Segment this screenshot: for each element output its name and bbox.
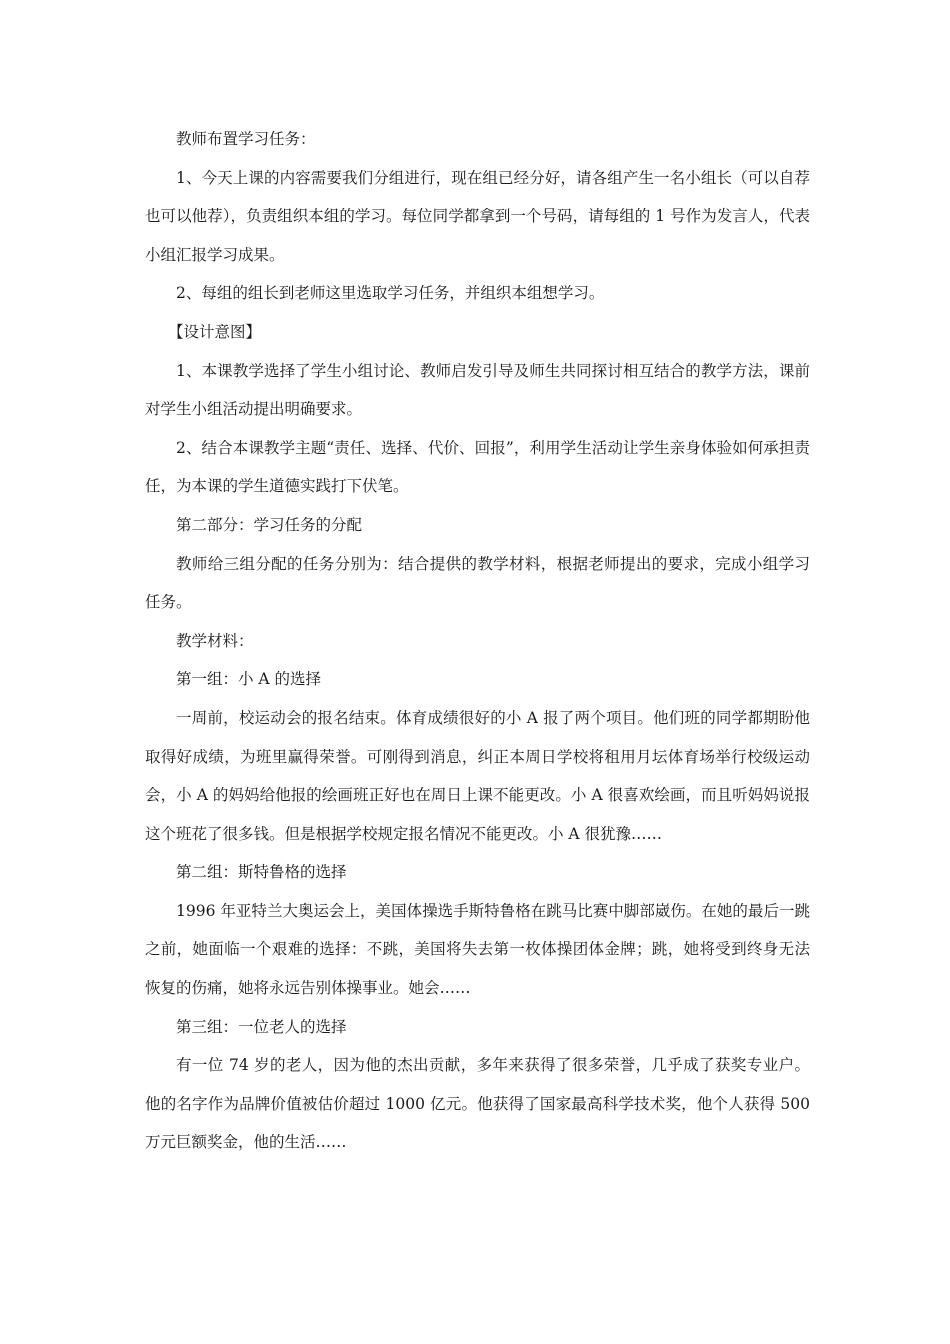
paragraph-task-1: 1、今天上课的内容需要我们分组进行，现在组已经分好，请各组产生一名小组长（可以自荐也可以他荐），负责组织本组的学习。每位同学都拿到一个号码，请每组的 1 号作为发言人，代表小组汇报学习成果。 (145, 168, 810, 264)
paragraph-task-assignment: 教师给三组分配的任务分别为：结合提供的教学材料，根据老师提出的要求，完成小组学习任务。 (145, 554, 810, 612)
document-page (145, 120, 810, 1162)
paragraph-group-1-heading: 第一组：小 A 的选择 (176, 670, 322, 689)
paragraph-design-intent-2: 2、结合本课教学主题“责任、选择、代价、回报”，利用学生活动让学生亲身体验如何承担责任，为本课的学生道德实践打下伏笔。 (145, 438, 810, 496)
paragraph-group-2-story: 1996 年亚特兰大奥运会上，美国体操选手斯特鲁格在跳马比赛中脚部崴伤。在她的最后一跳之前，她面临一个艰难的选择：不跳，美国将失去第一枚体操团体金牌；跳，她将受到终身无法恢复的伤痛，她将永远告别体操事业。她会…… (145, 901, 810, 998)
paragraph-group-3-heading: 第三组：一位老人的选择 (176, 1017, 347, 1036)
paragraph-task-heading: 教师布置学习任务： (176, 130, 316, 148)
paragraph-materials-heading: 教学材料： (176, 631, 254, 650)
paragraph-group-2-heading: 第二组：斯特鲁格的选择 (176, 863, 347, 882)
paragraph-design-intent-heading: 【设计意图】 (168, 322, 262, 341)
paragraph-task-2: 2、每组的组长到老师这里选取学习任务，并组织本组想学习。 (176, 284, 605, 303)
paragraph-part-two-heading: 第二部分：学习任务的分配 (176, 515, 363, 534)
paragraph-design-intent-1: 1、本课教学选择了学生小组讨论、教师启发引导及师生共同探讨相互结合的教学方法，课前对学生小组活动提出明确要求。 (145, 361, 810, 419)
paragraph-group-3-story: 有一位 74 岁的老人，因为他的杰出贡献，多年来获得了很多荣誉，几乎成了获奖专业户。他的名字作为品牌价值被估价超过 1000 亿元。他获得了国家最高科学技术奖，他个人获得 500 万元巨额奖金，他的生活…… (145, 1056, 810, 1152)
paragraph-group-1-story: 一周前，校运动会的报名结束。体育成绩很好的小 A 报了两个项目。他们班的同学都期盼他取得好成绩，为班里赢得荣誉。可刚得到消息，纠正本周日学校将租用月坛体育场举行校级运动会，小 A 的妈妈给他报的绘画班正好也在周日上课不能更改。小 A 很喜欢绘画，而且听妈妈说报这个班花了很多钱。但是根据学校规定报名情况不能更改。小 A 很犹豫…… (145, 708, 810, 843)
